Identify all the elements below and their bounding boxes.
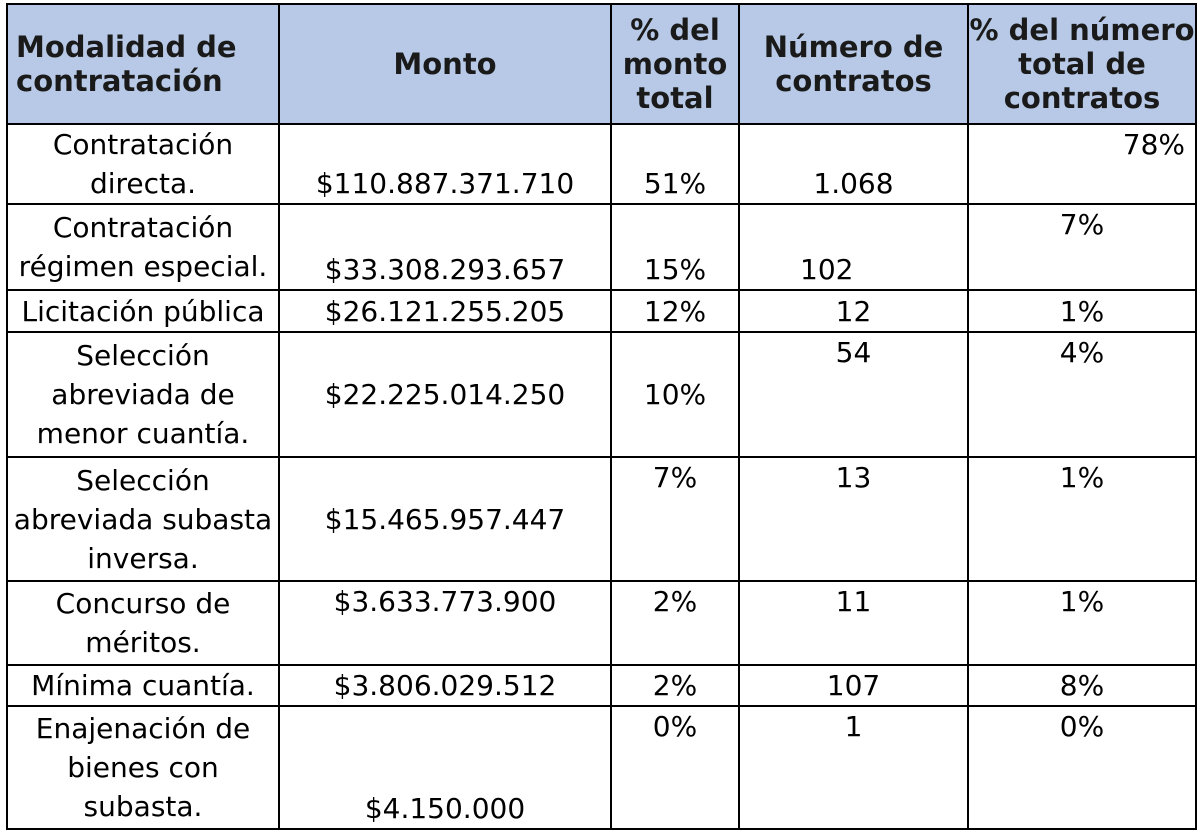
cell-pct-monto: 2% — [611, 665, 739, 706]
cell-pct-monto: 2% — [611, 581, 739, 665]
cell-monto: $26.121.255.205 — [279, 290, 611, 332]
cell-monto: $33.308.293.657 — [279, 204, 611, 290]
cell-modalidad: Selección abreviada de menor cuantía. — [7, 332, 279, 457]
cell-pct-monto: 7% — [611, 457, 739, 581]
cell-numero: 54 — [739, 332, 968, 457]
cell-pct-numero: 7% — [968, 204, 1196, 290]
header-monto: Monto — [279, 4, 611, 124]
cell-pct-numero: 4% — [968, 332, 1196, 457]
table-row — [7, 332, 1196, 457]
table-row — [7, 457, 1196, 581]
cell-modalidad: Licitación pública — [7, 290, 279, 332]
cell-pct-numero: 8% — [968, 665, 1196, 706]
cell-pct-numero: 1% — [968, 457, 1196, 581]
cell-numero: 102 — [739, 204, 968, 290]
cell-pct-monto: 51% — [611, 124, 739, 204]
cell-numero: 13 — [739, 457, 968, 581]
cell-monto: $22.225.014.250 — [279, 332, 611, 457]
table-row — [7, 124, 1196, 204]
cell-modalidad: Contratación régimen especial. — [7, 204, 279, 290]
cell-pct-numero: 1% — [968, 290, 1196, 332]
cell-monto: $3.806.029.512 — [279, 665, 611, 706]
table-row — [7, 290, 1196, 332]
table-row — [7, 706, 1196, 829]
cell-pct-numero: 0% — [968, 706, 1196, 829]
table-row — [7, 581, 1196, 665]
cell-numero: 11 — [739, 581, 968, 665]
cell-pct-monto: 12% — [611, 290, 739, 332]
cell-numero: 107 — [739, 665, 968, 706]
contracts-table — [6, 3, 1197, 830]
cell-monto: $110.887.371.710 — [279, 124, 611, 204]
cell-modalidad: Selección abreviada subasta inversa. — [7, 457, 279, 581]
cell-numero: 1 — [739, 706, 968, 829]
header-row — [7, 4, 1196, 124]
cell-pct-numero: 1% — [968, 581, 1196, 665]
cell-monto: $4.150.000 — [279, 706, 611, 829]
cell-pct-monto: 15% — [611, 204, 739, 290]
cell-numero: 1.068 — [739, 124, 968, 204]
table-row — [7, 204, 1196, 290]
header-modalidad: Modalidad de contratación — [7, 4, 279, 124]
cell-monto: $15.465.957.447 — [279, 457, 611, 581]
cell-modalidad: Enajenación de bienes con subasta. — [7, 706, 279, 829]
header-pct-numero: % del número total de contratos — [968, 4, 1196, 124]
cell-monto: $3.633.773.900 — [279, 581, 611, 665]
table-row — [7, 665, 1196, 706]
cell-modalidad: Contratación directa. — [7, 124, 279, 204]
header-pct-monto: % del monto total — [611, 4, 739, 124]
header-numero: Número de contratos — [739, 4, 968, 124]
cell-pct-monto: 0% — [611, 706, 739, 829]
cell-pct-numero: 78% — [968, 124, 1196, 204]
cell-numero: 12 — [739, 290, 968, 332]
cell-modalidad: Mínima cuantía. — [7, 665, 279, 706]
cell-pct-monto: 10% — [611, 332, 739, 457]
cell-modalidad: Concurso de méritos. — [7, 581, 279, 665]
